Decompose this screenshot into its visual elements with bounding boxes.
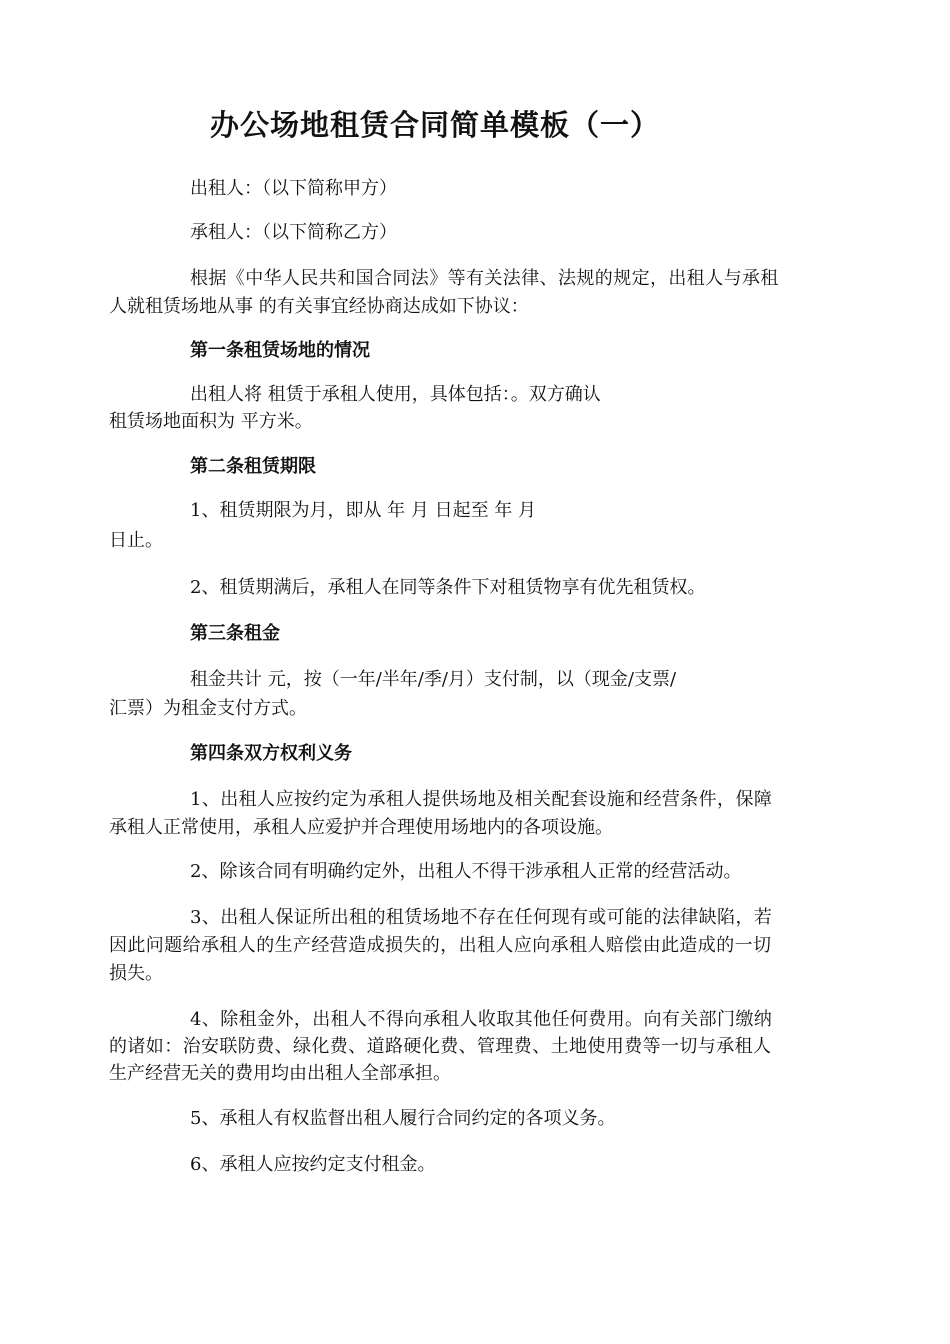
intro-line-1: 根据《中华人民共和国合同法》等有关法律、法规的规定，出租人与承租	[190, 268, 779, 289]
lessee-line: 承租人：（以下简称乙方）	[190, 222, 397, 243]
article-4-item-2: 2、除该合同有明确约定外，出租人不得干涉承租人正常的经营活动。	[190, 861, 742, 882]
article-2-item-1-line-2: 日止。	[109, 530, 163, 551]
article-4-item-4-line-2: 的诸如：治安联防费、绿化费、道路硬化费、管理费、土地使用费等一切与承租人	[109, 1036, 772, 1057]
document-title: 办公场地租赁合同简单模板（一）	[210, 108, 661, 142]
article-3-line-1: 租金共计 元，按（一年/半年/季/月）支付制，以（现金/支票/	[190, 669, 677, 690]
article-4-item-3-line-3: 损失。	[109, 963, 163, 984]
article-1-line-2: 租赁场地面积为 平方米。	[109, 411, 313, 432]
article-4-item-3-line-2: 因此问题给承租人的生产经营造成损失的，出租人应向承租人赔偿由此造成的一切	[109, 935, 772, 956]
article-1-line-1: 出租人将 租赁于承租人使用，具体包括：。双方确认	[190, 384, 601, 405]
article-4-item-6: 6、承租人应按约定支付租金。	[190, 1154, 436, 1175]
article-4-item-5: 5、承租人有权监督出租人履行合同约定的各项义务。	[190, 1108, 616, 1129]
article-3-line-2: 汇票）为租金支付方式。	[109, 698, 307, 719]
article-4-heading: 第四条双方权利义务	[190, 743, 352, 764]
article-4-item-1-line-2: 承租人正常使用，承租人应爱护并合理使用场地内的各项设施。	[109, 817, 613, 838]
article-4-item-4-line-3: 生产经营无关的费用均由出租人全部承担。	[109, 1063, 451, 1084]
article-1-heading: 第一条租赁场地的情况	[190, 340, 370, 361]
lessor-line: 出租人：（以下简称甲方）	[190, 178, 397, 199]
intro-line-2: 人就租赁场地从事 的有关事宜经协商达成如下协议：	[109, 296, 529, 317]
article-4-item-1-line-1: 1、出租人应按约定为承租人提供场地及相关配套设施和经营条件，保障	[190, 789, 773, 810]
article-2-item-2: 2、租赁期满后，承租人在同等条件下对租赁物享有优先租赁权。	[190, 577, 706, 598]
article-4-item-4-line-1: 4、除租金外，出租人不得向承租人收取其他任何费用。向有关部门缴纳	[190, 1009, 773, 1030]
article-2-heading: 第二条租赁期限	[190, 456, 316, 477]
article-3-heading: 第三条租金	[190, 623, 280, 644]
article-2-item-1-line-1: 1、租赁期限为月，即从 年 月 日起至 年 月	[190, 500, 537, 521]
article-4-item-3-line-1: 3、出租人保证所出租的租赁场地不存在任何现有或可能的法律缺陷，若	[190, 907, 773, 928]
